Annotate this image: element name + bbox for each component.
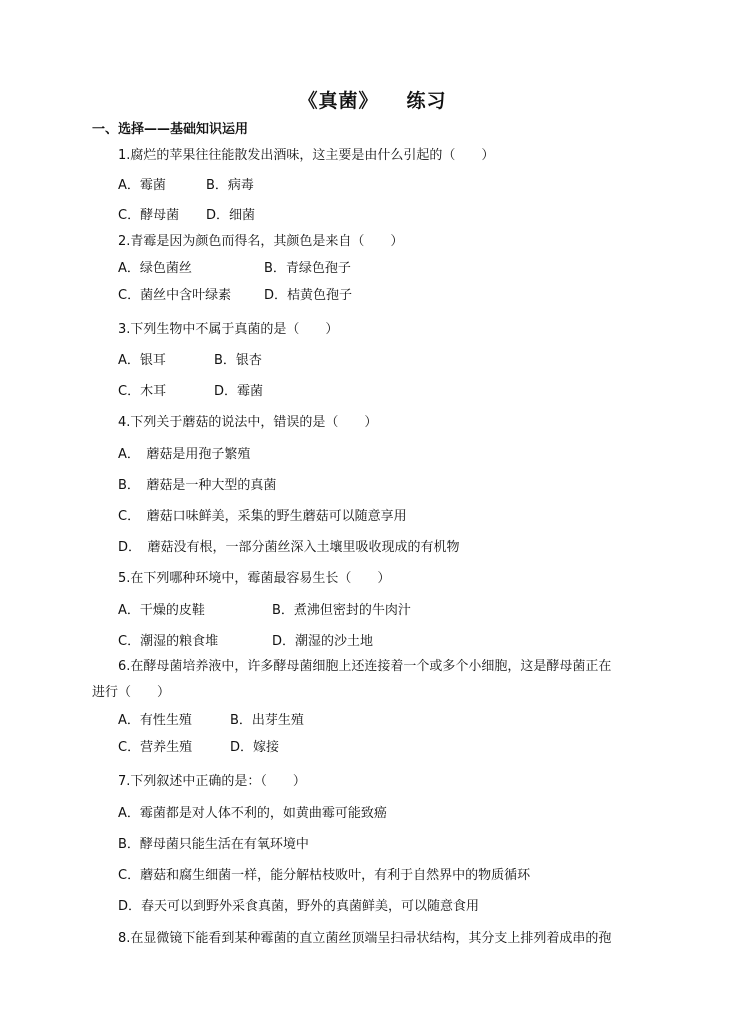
option-b: B．病毒 bbox=[206, 178, 254, 193]
question-4-option-c: C． 蘑菇口味鲜美，采集的野生蘑菇可以随意享用 bbox=[118, 509, 407, 524]
question-4-option-b: B． 蘑菇是一种大型的真菌 bbox=[118, 478, 277, 493]
title-main: 《真菌》 bbox=[298, 90, 379, 112]
section-heading: 一、选择——基础知识运用 bbox=[92, 122, 249, 137]
question-2-stem: 2.青霉是因为颜色而得名，其颜色是来自（ ） bbox=[118, 234, 404, 249]
question-3-options-cd bbox=[118, 383, 263, 401]
option-a: A．银耳 bbox=[118, 353, 166, 368]
option-c: C．菌丝中含叶绿素 bbox=[118, 288, 232, 303]
option-b: B．银杏 bbox=[214, 353, 262, 368]
option-c: C．酵母菌 bbox=[118, 208, 180, 223]
question-3-options-ab bbox=[118, 352, 262, 370]
question-7-option-d: D．春天可以到野外采食真菌，野外的真菌鲜美，可以随意食用 bbox=[118, 899, 480, 914]
question-6-stem-line1: 6.在酵母菌培养液中，许多酵母菌细胞上还连接着一个或多个小细胞，这是酵母菌正在 bbox=[118, 659, 612, 674]
question-2-options-ab bbox=[118, 260, 351, 278]
question-7-option-b: B．酵母菌只能生活在有氧环境中 bbox=[118, 837, 309, 852]
title-sub: 练习 bbox=[406, 90, 447, 112]
question-6-options-cd bbox=[118, 739, 279, 757]
question-5-stem: 5.在下列哪种环境中，霉菌最容易生长（ ） bbox=[118, 571, 391, 586]
question-8-stem: 8.在显微镜下能看到某种霉菌的直立菌丝顶端呈扫帚状结构，其分支上排列着成串的孢 bbox=[118, 931, 612, 946]
option-d: D．桔黄色孢子 bbox=[264, 288, 353, 303]
question-5-options-ab bbox=[118, 602, 411, 620]
question-1-stem: 1.腐烂的苹果往往能散发出酒味，这主要是由什么引起的（ ） bbox=[118, 148, 495, 163]
question-6-options-ab bbox=[118, 712, 304, 730]
question-4-stem: 4.下列关于蘑菇的说法中，错误的是（ ） bbox=[118, 415, 378, 430]
question-4-option-a: A． 蘑菇是用孢子繁殖 bbox=[118, 447, 251, 462]
option-c: C．潮湿的粮食堆 bbox=[118, 634, 219, 649]
option-b: B．出芽生殖 bbox=[230, 713, 304, 728]
question-1-options-cd bbox=[118, 207, 255, 225]
question-4-option-d: D． 蘑菇没有根，一部分菌丝深入土壤里吸收现成的有机物 bbox=[118, 540, 460, 555]
question-7-stem: 7.下列叙述中正确的是：（ ） bbox=[118, 774, 306, 789]
question-2-options-cd bbox=[118, 287, 352, 305]
option-b: B．青绿色孢子 bbox=[264, 261, 351, 276]
question-5-options-cd bbox=[118, 633, 373, 651]
question-7-option-a: A．霉菌都是对人体不利的，如黄曲霉可能致癌 bbox=[118, 806, 387, 821]
option-d: D．细菌 bbox=[206, 208, 256, 223]
option-b: B．煮沸但密封的牛肉汁 bbox=[272, 603, 411, 618]
question-1-options-ab bbox=[118, 177, 254, 195]
question-6-stem-line2: 进行（ ） bbox=[92, 685, 171, 700]
option-c: C．木耳 bbox=[118, 384, 167, 399]
option-a: A．干燥的皮鞋 bbox=[118, 603, 205, 618]
option-d: D．霉菌 bbox=[214, 384, 264, 399]
option-d: D．潮湿的沙土地 bbox=[272, 634, 374, 649]
question-7-option-c: C．蘑菇和腐生细菌一样，能分解枯枝败叶，有利于自然界中的物质循环 bbox=[118, 868, 531, 883]
question-3-stem: 3.下列生物中不属于真菌的是（ ） bbox=[118, 322, 339, 337]
option-a: A．有性生殖 bbox=[118, 713, 192, 728]
option-d: D．嫁接 bbox=[230, 740, 280, 755]
option-a: A．绿色菌丝 bbox=[118, 261, 192, 276]
option-a: A．霉菌 bbox=[118, 178, 166, 193]
option-c: C．营养生殖 bbox=[118, 740, 193, 755]
page-title bbox=[0, 86, 745, 113]
